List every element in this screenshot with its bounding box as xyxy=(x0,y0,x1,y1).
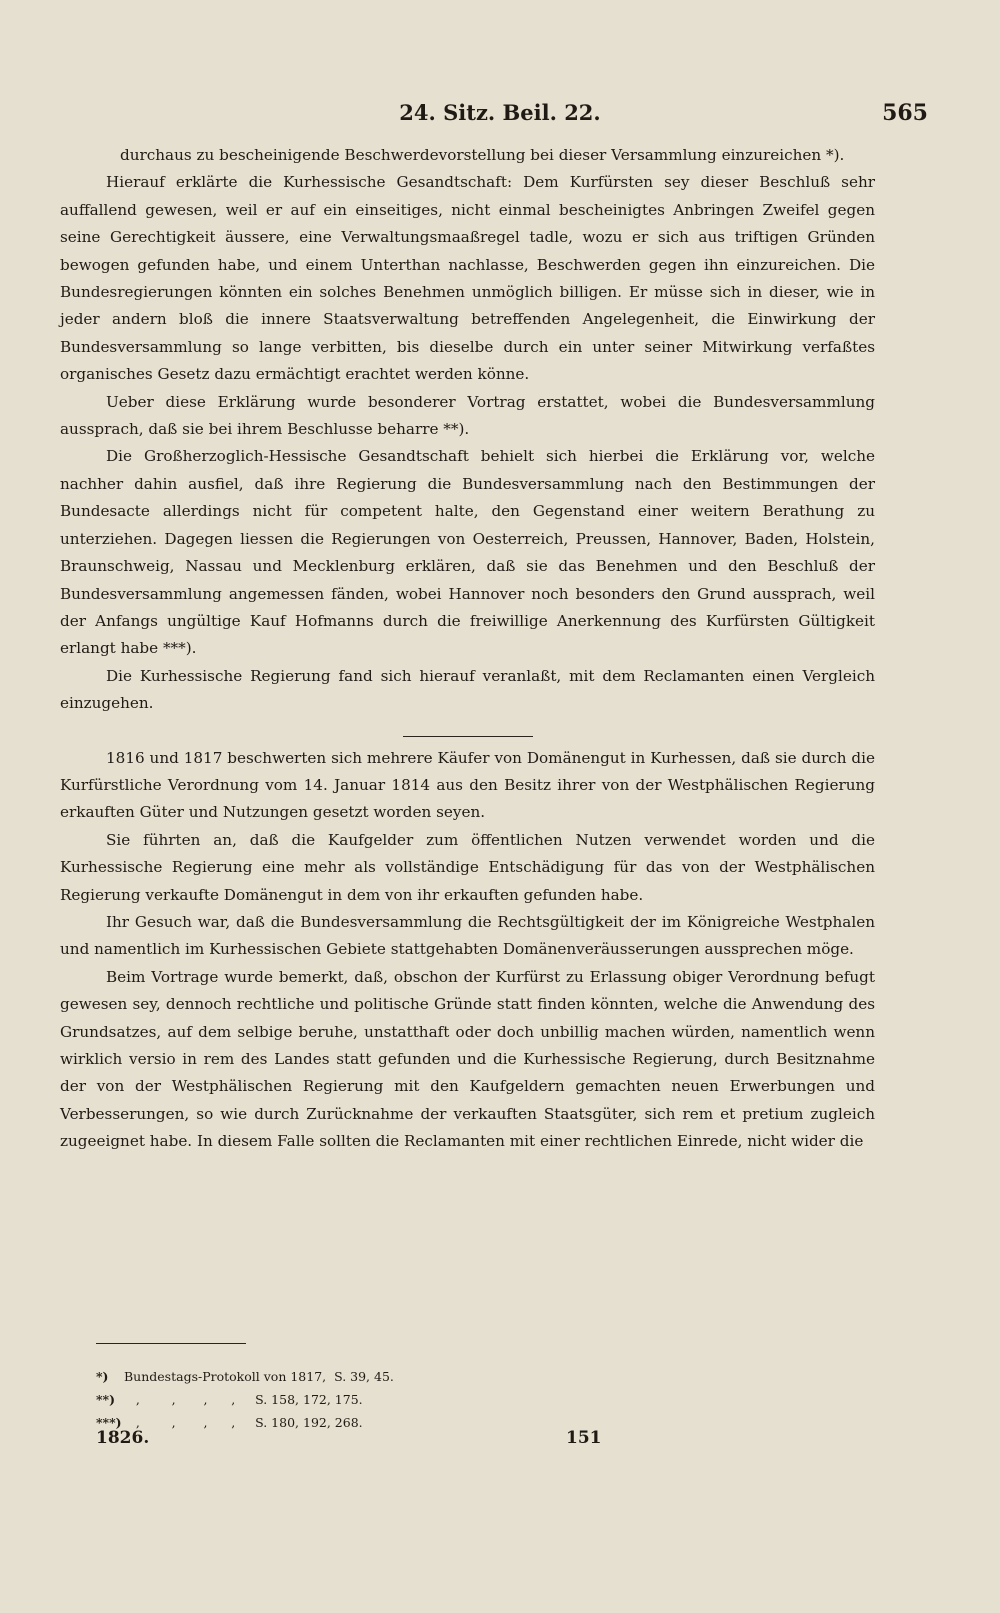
footnotes xyxy=(96,1365,576,1434)
paragraph: 1816 und 1817 beschwerten sich mehrere Käufer von Domänengut in Kurhessen, daß sie durch die Kurfürstliche Verordnung vom 14. Januar 1814 aus den Besitz ihrer von der Westphälischen Regierung erkauften Güter und Nutzungen gesetzt worden seyen. xyxy=(60,748,875,822)
page-number: 565 xyxy=(882,100,928,126)
footnote-mark: *) xyxy=(96,1369,109,1384)
section-separator xyxy=(403,736,533,737)
footnote xyxy=(96,1365,576,1388)
paragraph: Beim Vortrage wurde bemerkt, daß, obschon der Kurfürst zu Erlassung obiger Verordnung befugt gewesen sey, dennoch rechtliche und politische Gründe statt finden könnten, welche die Anwendung des Grundsatzes, auf dem selbige beruhe, unstatthaft oder doch unbillig machen würden, namentlich wenn wirklich versio in rem des Landes statt gefunden und die Kurhessische Regierung, durch Besitznahme der von der Westphälischen Regierung mit den Kaufgeldern gemachten neuen Erwerbungen und Verbesserungen, so wie durch Zurücknahme der verkauften Staatsgüter, sich rem et pretium zugleich zugeeignet habe. In diesem Falle sollten die Reclamanten mit einer rechtlichen Einrede, nicht wider die xyxy=(60,967,875,1151)
paragraph: Ihr Gesuch war, daß die Bundesversammlung die Rechtsgültigkeit der im Königreiche Westphalen und namentlich im Kurhessischen Gebiete stattgehabten Domänenveräusserungen aussprechen möge. xyxy=(60,912,875,959)
footnote xyxy=(96,1388,576,1411)
footnote-mark: ***) xyxy=(96,1415,122,1430)
paragraph: Die Kurhessische Regierung fand sich hierauf veranlaßt, mit dem Reclamanten einen Vergleich einzugehen. xyxy=(60,666,875,713)
footer-year: 1826. xyxy=(96,1428,150,1448)
paragraph: Sie führten an, daß die Kaufgelder zum öffentlichen Nutzen verwendet worden und die Kurhessische Regierung eine mehr als vollständige Entschädigung für das von der Westphälischen Regierung verkaufte Domänengut in dem von ihr erkauften gefunden habe. xyxy=(60,830,875,904)
signature-mark: 151 xyxy=(566,1428,602,1448)
body-text xyxy=(60,142,875,1156)
paragraph: durchaus zu bescheinigende Beschwerdevorstellung bei dieser Versammlung einzureichen *). xyxy=(120,146,845,164)
footnote-mark: **) xyxy=(96,1392,115,1407)
paragraph: Die Großherzoglich-Hessische Gesandtschaft behielt sich hierbei die Erklärung vor, welche nachher dahin ausfiel, daß ihre Regierung die Bundesversammlung nach den Bestimmungen der Bundesacte allerdings nicht für competent halte, den Gegenstand einer weitern Berathung zu unterziehen. Dagegen liessen die Regierungen von Oesterreich, Preussen, Hannover, Baden, Holstein, Braunschweig, Nassau und Mecklenburg erklären, daß sie das Benehmen und den Beschluß der Bundesversammlung angemessen fänden, wobei Hannover noch besonders den Grund aussprach, weil der Anfangs ungültige Kauf Hofmanns durch die freiwillige Anerkennung des Kurfürsten Gültigkeit erlangt habe ***). xyxy=(60,447,875,658)
footnote-text: Bundestags-Protokoll von 1817, S. 39, 45. xyxy=(124,1369,394,1384)
paragraph: Ueber diese Erklärung wurde besonderer Vortrag erstattet, wobei die Bundesversammlung aussprach, daß sie bei ihrem Beschlusse beharre **). xyxy=(60,392,875,439)
footnote-text: , , , , S. 158, 172, 175. xyxy=(124,1392,363,1407)
paragraph: Hierauf erklärte die Kurhessische Gesandtschaft: Dem Kurfürsten sey dieser Beschluß sehr auffallend gewesen, weil er auf ein einseitiges, nicht einmal bescheinigtes Anbringen Zweifel gegen seine Gerechtigkeit äussere, eine Verwaltungsmaaßregel tadle, wozu er sich aus triftigen Gründen bewogen gefunden habe, und einem Unterthan nachlasse, Beschwerden gegen ihn einzureichen. Die Bundesregierungen könnten ein solches Benehmen unmöglich billigen. Er müsse sich in dieser, wie in jeder andern bloß die innere Staatsverwaltung betreffenden Angelegenheit, die Einwirkung der Bundesversammlung so lange verbitten, bis dieselbe durch ein unter seiner Mitwirkung verfaßtes organisches Gesetz dazu ermächtigt erachtet werden könne. xyxy=(60,173,875,384)
page-header xyxy=(60,100,940,134)
running-head: 24. Sitz. Beil. 22. xyxy=(399,100,601,125)
page-footer xyxy=(96,1428,616,1452)
footnote-rule xyxy=(96,1343,246,1344)
footnote-text: , , , , S. 180, 192, 268. xyxy=(124,1415,363,1430)
